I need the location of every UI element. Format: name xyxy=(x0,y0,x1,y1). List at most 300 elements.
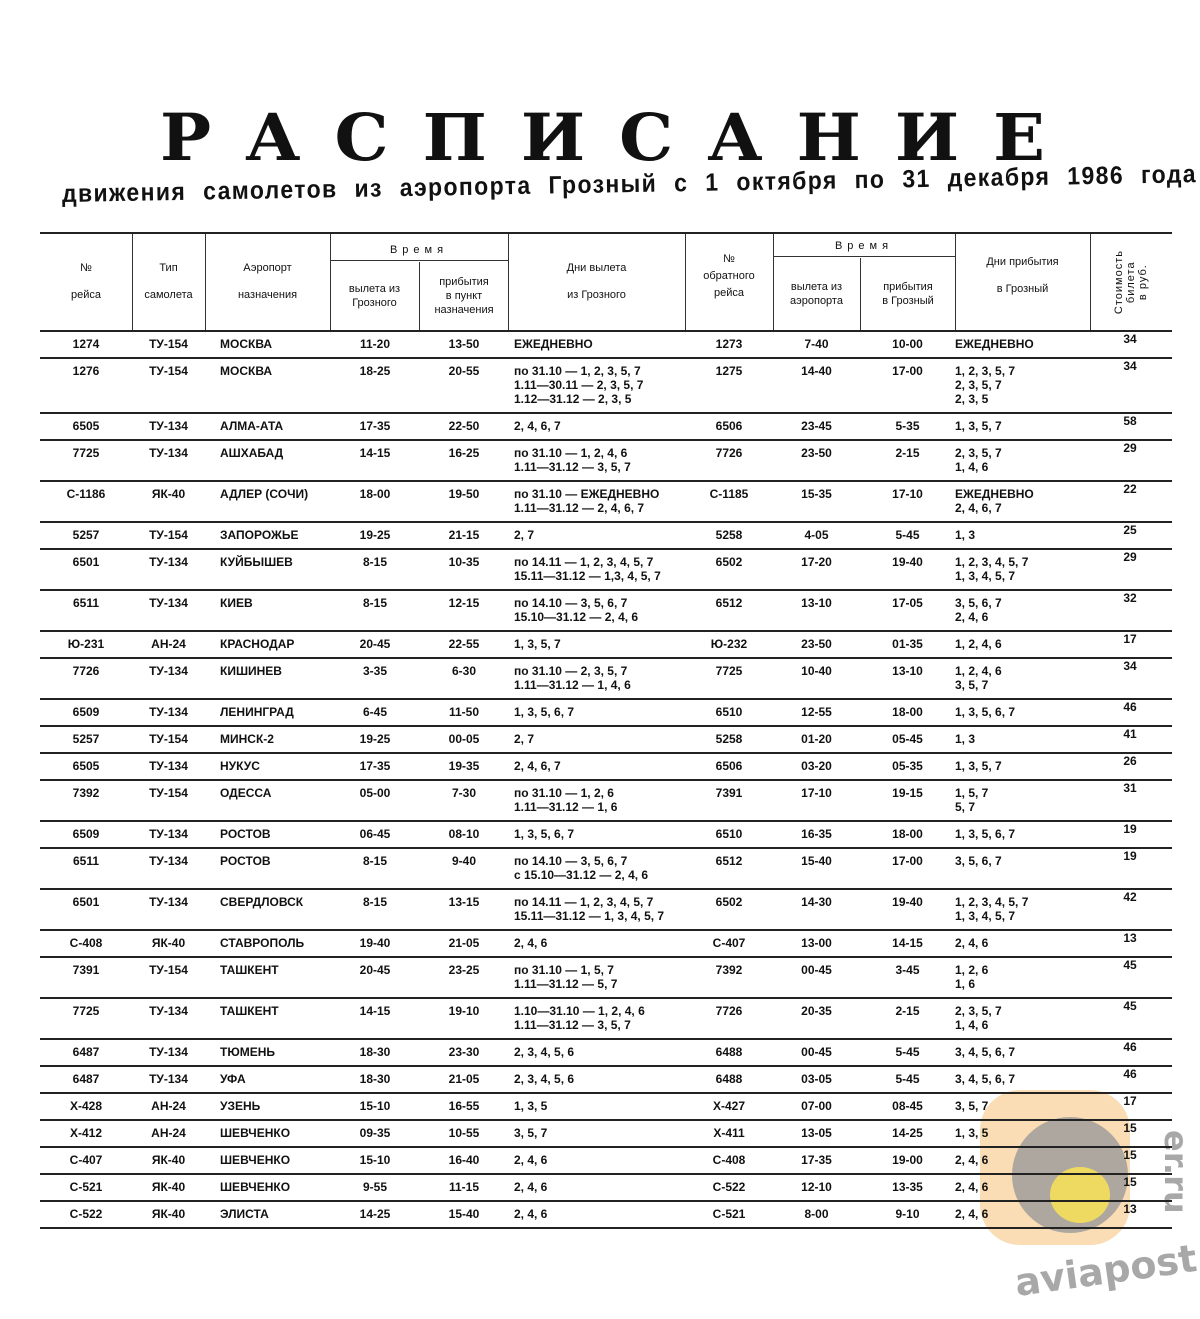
table-row xyxy=(40,332,1172,359)
arrival-days-line: 1, 4, 6 xyxy=(955,460,989,474)
flight-number: 7725 xyxy=(72,446,100,460)
departure-time: 15-10 xyxy=(359,1153,391,1167)
aircraft-type: ЯК-40 xyxy=(151,1153,186,1167)
arrival-time: 16-25 xyxy=(448,446,480,460)
departure-days-line: 2, 4, 6 xyxy=(514,1180,548,1194)
departure-days-line: 1.11—31.12 — 2, 4, 6, 7 xyxy=(514,501,645,515)
return-departure-time: 20-35 xyxy=(801,1004,832,1018)
header-days-dep: Дни вылета из Грозного xyxy=(508,234,686,330)
destination: ЭЛИСТА xyxy=(220,1207,269,1221)
arrival-time: 20-55 xyxy=(448,364,480,378)
return-arrival-time: 9-10 xyxy=(895,1207,920,1221)
aircraft-type: ТУ-134 xyxy=(149,419,188,433)
arrival-time: 16-40 xyxy=(448,1153,480,1167)
departure-days-line: по 31.10 — 1, 2, 3, 5, 7 xyxy=(514,364,641,378)
svg-text:er.ru: er.ru xyxy=(1157,1130,1195,1214)
departure-days xyxy=(508,419,685,433)
return-flight-number: С-407 xyxy=(712,936,746,950)
departure-days-line: 2, 3, 4, 5, 6 xyxy=(514,1045,575,1059)
header-arr-dest: прибытия в пункт назначения xyxy=(434,276,494,316)
departure-days-line: 1.11—31.12 — 1, 6 xyxy=(514,800,618,814)
departure-time: 8-15 xyxy=(362,555,388,569)
arrival-days-line: 1, 2, 3, 4, 5, 7 xyxy=(955,555,1029,569)
return-arrival-time: 01-35 xyxy=(892,637,923,651)
arrival-days xyxy=(955,1072,1090,1086)
destination: ЛЕНИНГРАД xyxy=(220,705,294,719)
header-dep-airport: вылета из аэропорта xyxy=(773,258,861,330)
return-departure-time: 03-20 xyxy=(801,759,832,773)
destination: АШХАБАД xyxy=(220,446,284,460)
aircraft-type: ТУ-134 xyxy=(149,759,188,773)
departure-time: 18-25 xyxy=(359,364,391,378)
return-arrival-time: 13-35 xyxy=(892,1180,923,1194)
return-departure-time: 12-10 xyxy=(801,1180,832,1194)
ticket-price: 46 xyxy=(1123,1040,1137,1054)
header-price: Стоимость билета в руб. xyxy=(1113,249,1149,315)
header-arr-grozny: прибытия в Грозный xyxy=(882,281,934,307)
flight-number: С-521 xyxy=(69,1180,103,1194)
ticket-price: 41 xyxy=(1123,727,1137,741)
return-arrival-time: 2-15 xyxy=(895,446,920,460)
arrival-days xyxy=(955,1180,1090,1194)
return-arrival-time: 18-00 xyxy=(892,827,923,841)
return-departure-time: 14-40 xyxy=(801,364,832,378)
table-row xyxy=(40,781,1172,822)
return-flight-number: С-408 xyxy=(712,1153,746,1167)
departure-time: 06-45 xyxy=(359,827,391,841)
arrival-days-line: 1, 3, 5, 7 xyxy=(955,419,1002,433)
return-departure-time: 00-45 xyxy=(801,963,832,977)
flight-number: 5257 xyxy=(72,732,100,746)
destination: МИНСК-2 xyxy=(220,732,274,746)
return-flight-number: С-522 xyxy=(712,1180,746,1194)
table-row xyxy=(40,849,1172,890)
departure-time: 20-45 xyxy=(359,637,391,651)
return-departure-time: 17-20 xyxy=(801,555,832,569)
ticket-price: 13 xyxy=(1123,1202,1137,1216)
departure-days xyxy=(508,854,685,882)
svg-text:aviapost: aviapost xyxy=(1011,1236,1200,1306)
departure-days xyxy=(508,664,685,692)
arrival-days-line: 3, 5, 7 xyxy=(955,678,989,692)
return-departure-time: 23-45 xyxy=(801,419,832,433)
destination: РОСТОВ xyxy=(220,854,271,868)
destination: НУКУС xyxy=(220,759,260,773)
ticket-price: 42 xyxy=(1123,890,1137,904)
return-arrival-time: 2-15 xyxy=(895,1004,920,1018)
aircraft-type: ТУ-134 xyxy=(149,446,188,460)
table-row xyxy=(40,1040,1172,1067)
ticket-price: 45 xyxy=(1123,999,1137,1013)
arrival-time: 13-50 xyxy=(448,337,480,351)
arrival-days-line: 1, 2, 4, 6 xyxy=(955,637,1002,651)
return-arrival-time: 05-45 xyxy=(892,732,923,746)
departure-days xyxy=(508,759,685,773)
departure-days xyxy=(508,1153,685,1167)
departure-time: 19-25 xyxy=(359,528,391,542)
departure-time: 9-55 xyxy=(362,1180,388,1194)
return-arrival-time: 14-25 xyxy=(892,1126,923,1140)
departure-days xyxy=(508,1099,685,1113)
return-arrival-time: 05-35 xyxy=(892,759,923,773)
destination: МОСКВА xyxy=(220,364,273,378)
arrival-days-line: 1, 3 xyxy=(955,732,976,746)
arrival-time: 11-50 xyxy=(448,705,480,719)
arrival-days xyxy=(955,827,1090,841)
aircraft-type: ЯК-40 xyxy=(151,936,186,950)
ticket-price: 34 xyxy=(1123,659,1137,673)
return-flight-number: 7391 xyxy=(715,786,743,800)
arrival-days-line: 3, 5, 6, 7 xyxy=(955,596,1002,610)
departure-time: 17-35 xyxy=(359,419,391,433)
departure-days-line: по 14.11 — 1, 2, 3, 4, 5, 7 xyxy=(514,555,654,569)
arrival-days-line: 2, 4, 6 xyxy=(955,1180,989,1194)
return-arrival-time: 10-00 xyxy=(892,337,923,351)
destination: АЛМА-АТА xyxy=(220,419,284,433)
arrival-time: 19-35 xyxy=(448,759,480,773)
arrival-days-line: 1, 3 xyxy=(955,528,976,542)
arrival-days-line: 2, 3, 5, 7 xyxy=(955,1004,1002,1018)
departure-days-line: 2, 4, 6 xyxy=(514,1207,548,1221)
return-arrival-time: 5-45 xyxy=(895,1072,920,1086)
return-flight-number: С-521 xyxy=(712,1207,746,1221)
departure-time: 15-10 xyxy=(359,1099,391,1113)
destination: ШЕВЧЕНКО xyxy=(220,1153,291,1167)
header-time-label: Время xyxy=(330,240,508,261)
ticket-price: 46 xyxy=(1123,700,1137,714)
arrival-time: 22-55 xyxy=(448,637,480,651)
arrival-days xyxy=(955,337,1090,351)
destination: ШЕВЧЕНКО xyxy=(220,1126,291,1140)
return-departure-time: 16-35 xyxy=(801,827,832,841)
page-subtitle: движения самолетов из аэропорта Грозный с 1 октября по 31 декабря 1986 года xyxy=(61,160,1198,208)
departure-days xyxy=(508,705,685,719)
arrival-days-line: 2, 4, 6 xyxy=(955,1207,989,1221)
aircraft-type: АН-24 xyxy=(151,637,186,651)
departure-days-line: по 14.10 — 3, 5, 6, 7 xyxy=(514,596,628,610)
table-row xyxy=(40,1121,1172,1148)
header-days-arr: Дни прибытия в Грозный xyxy=(955,234,1091,330)
arrival-days xyxy=(955,446,1090,474)
arrival-time: 13-15 xyxy=(448,895,480,909)
departure-time: 6-45 xyxy=(362,705,388,719)
departure-days-line: 1.11—31.12 — 5, 7 xyxy=(514,977,618,991)
aircraft-type: ТУ-154 xyxy=(149,337,188,351)
header-time-group-2 xyxy=(773,234,956,330)
return-flight-number: 5258 xyxy=(715,528,743,542)
departure-days xyxy=(508,1207,685,1221)
arrival-time: 21-15 xyxy=(448,528,480,542)
departure-time: 14-25 xyxy=(359,1207,391,1221)
departure-days xyxy=(508,596,685,624)
return-arrival-time: 5-45 xyxy=(895,1045,920,1059)
table-row xyxy=(40,1148,1172,1175)
aircraft-type: ТУ-154 xyxy=(149,963,188,977)
departure-days-line: 2, 3, 4, 5, 6 xyxy=(514,1072,575,1086)
arrival-days-line: 1, 2, 6 xyxy=(955,963,989,977)
arrival-days xyxy=(955,596,1090,624)
arrival-days xyxy=(955,487,1090,515)
return-arrival-time: 17-00 xyxy=(892,364,923,378)
return-departure-time: 07-00 xyxy=(801,1099,832,1113)
flight-number: 1274 xyxy=(72,337,100,351)
return-arrival-time: 17-05 xyxy=(892,596,923,610)
return-departure-time: 10-40 xyxy=(801,664,832,678)
arrival-days xyxy=(955,895,1090,923)
flight-number: 6509 xyxy=(72,827,100,841)
return-arrival-time: 19-40 xyxy=(892,555,923,569)
flight-number: 7726 xyxy=(72,664,100,678)
return-departure-time: 13-00 xyxy=(801,936,832,950)
arrival-time: 19-10 xyxy=(448,1004,480,1018)
table-row xyxy=(40,550,1172,591)
table-row xyxy=(40,632,1172,659)
aircraft-type: ТУ-134 xyxy=(149,1045,188,1059)
departure-days xyxy=(508,337,685,351)
header-dep-grozny: вылета из Грозного xyxy=(330,262,420,330)
ticket-price: 45 xyxy=(1123,958,1137,972)
departure-time: 20-45 xyxy=(359,963,391,977)
return-flight-number: 7726 xyxy=(715,446,743,460)
aircraft-type: ЯК-40 xyxy=(151,487,186,501)
header-time-label-2: Время xyxy=(773,236,955,257)
aircraft-type: АН-24 xyxy=(151,1126,186,1140)
flight-number: 6501 xyxy=(72,555,100,569)
arrival-time: 23-30 xyxy=(448,1045,480,1059)
flight-number: С-407 xyxy=(69,1153,103,1167)
arrival-days xyxy=(955,786,1090,814)
return-departure-time: 8-00 xyxy=(804,1207,829,1221)
arrival-time: 16-55 xyxy=(448,1099,480,1113)
return-arrival-time: 18-00 xyxy=(892,705,923,719)
departure-days-line: по 31.10 — 1, 5, 7 xyxy=(514,963,614,977)
departure-days xyxy=(508,936,685,950)
ticket-price: 13 xyxy=(1123,931,1137,945)
aircraft-type: ТУ-134 xyxy=(149,854,188,868)
ticket-price: 15 xyxy=(1123,1175,1137,1189)
return-departure-time: 12-55 xyxy=(801,705,832,719)
return-flight-number: 7392 xyxy=(715,963,743,977)
return-arrival-time: 14-15 xyxy=(892,936,923,950)
arrival-days xyxy=(955,1004,1090,1032)
ticket-price: 15 xyxy=(1123,1148,1137,1162)
aircraft-type: ТУ-154 xyxy=(149,364,188,378)
destination: КУЙБЫШЕВ xyxy=(220,555,293,569)
return-flight-number: 6506 xyxy=(715,419,743,433)
flight-number: 7391 xyxy=(72,963,100,977)
flight-number: С-522 xyxy=(69,1207,103,1221)
return-flight-number: Ю-232 xyxy=(710,637,748,651)
return-flight-number: 6488 xyxy=(715,1045,743,1059)
destination: ТАШКЕНТ xyxy=(220,1004,279,1018)
arrival-time: 6-30 xyxy=(451,664,477,678)
ticket-price: 26 xyxy=(1123,754,1137,768)
destination: ЗАПОРОЖЬЕ xyxy=(220,528,299,542)
destination: СВЕРДЛОВСК xyxy=(220,895,304,909)
ticket-price: 25 xyxy=(1123,523,1137,537)
destination: КИШИНЕВ xyxy=(220,664,282,678)
arrival-days xyxy=(955,1099,1090,1113)
arrival-time: 7-30 xyxy=(451,786,477,800)
arrival-days-line: 1, 3, 4, 5, 7 xyxy=(955,569,1016,583)
return-arrival-time: 19-40 xyxy=(892,895,923,909)
flight-number: 6487 xyxy=(72,1072,100,1086)
departure-time: 8-15 xyxy=(362,854,388,868)
header-time-group xyxy=(330,234,509,330)
arrival-days xyxy=(955,759,1090,773)
departure-days-line: 15.10—31.12 — 2, 4, 6 xyxy=(514,610,639,624)
flight-number: 7725 xyxy=(72,1004,100,1018)
destination: ШЕВЧЕНКО xyxy=(220,1180,291,1194)
departure-days-line: 2, 4, 6 xyxy=(514,1153,548,1167)
departure-days-line: 1, 3, 5, 6, 7 xyxy=(514,827,575,841)
ticket-price: 31 xyxy=(1123,781,1137,795)
aircraft-type: ЯК-40 xyxy=(151,1207,186,1221)
return-flight-number: 6510 xyxy=(715,827,743,841)
arrival-days xyxy=(955,1126,1090,1140)
destination: ТЮМЕНЬ xyxy=(220,1045,275,1059)
return-flight-number: 1275 xyxy=(715,364,743,378)
flight-number: Ю-231 xyxy=(67,637,105,651)
header-flight-no: № рейса xyxy=(40,234,133,330)
return-flight-number: 6488 xyxy=(715,1072,743,1086)
departure-days-line: 1.11—31.12 — 3, 5, 7 xyxy=(514,1018,631,1032)
table-row xyxy=(40,999,1172,1040)
arrival-days-line: 2, 3, 5, 7 xyxy=(955,446,1002,460)
table-row xyxy=(40,890,1172,931)
flight-number: 6511 xyxy=(72,854,100,868)
departure-days-line: 1.12—31.12 — 2, 3, 5 xyxy=(514,392,632,406)
ticket-price: 17 xyxy=(1123,1094,1137,1108)
departure-time: 17-35 xyxy=(359,759,391,773)
departure-time: 3-35 xyxy=(362,664,388,678)
departure-days xyxy=(508,1004,685,1032)
return-flight-number: 7725 xyxy=(715,664,743,678)
departure-time: 14-15 xyxy=(359,1004,391,1018)
return-departure-time: 01-20 xyxy=(801,732,832,746)
table-row xyxy=(40,931,1172,958)
destination: ТАШКЕНТ xyxy=(220,963,279,977)
flight-number: С-408 xyxy=(69,936,103,950)
return-departure-time: 03-05 xyxy=(801,1072,832,1086)
table-row xyxy=(40,1175,1172,1202)
return-flight-number: 6506 xyxy=(715,759,743,773)
aircraft-type: ТУ-134 xyxy=(149,1004,188,1018)
departure-days-line: 1.11—31.12 — 1, 4, 6 xyxy=(514,678,631,692)
table-row xyxy=(40,700,1172,727)
departure-days-line: по 14.11 — 1, 2, 3, 4, 5, 7 xyxy=(514,895,654,909)
departure-days xyxy=(508,1045,685,1059)
ticket-price: 19 xyxy=(1123,822,1137,836)
ticket-price: 19 xyxy=(1123,849,1137,863)
flight-number: С-1186 xyxy=(66,487,106,501)
flight-number: Х-428 xyxy=(69,1099,103,1113)
destination: АДЛЕР (СОЧИ) xyxy=(220,487,309,501)
flight-number: 6505 xyxy=(72,419,100,433)
arrival-days xyxy=(955,1207,1090,1221)
return-departure-time: 17-10 xyxy=(801,786,832,800)
departure-days xyxy=(508,786,685,814)
flight-number: 7392 xyxy=(72,786,100,800)
ticket-price: 46 xyxy=(1123,1067,1137,1081)
departure-time: 05-00 xyxy=(359,786,391,800)
departure-days-line: 2, 4, 6, 7 xyxy=(514,419,561,433)
departure-days-line: 1.11—31.12 — 3, 5, 7 xyxy=(514,460,631,474)
arrival-days-line: 2, 3, 5 xyxy=(955,392,989,406)
return-departure-time: 13-10 xyxy=(801,596,832,610)
table-row xyxy=(40,1094,1172,1121)
arrival-time: 21-05 xyxy=(448,936,480,950)
destination: РОСТОВ xyxy=(220,827,271,841)
departure-days xyxy=(508,827,685,841)
table-row xyxy=(40,359,1172,414)
aircraft-type: ТУ-134 xyxy=(149,827,188,841)
return-departure-time: 17-35 xyxy=(801,1153,832,1167)
departure-days xyxy=(508,487,685,515)
departure-days-line: 1, 3, 5, 6, 7 xyxy=(514,705,575,719)
schedule-table xyxy=(40,232,1172,1229)
arrival-days-line: 1, 5, 7 xyxy=(955,786,989,800)
return-departure-time: 14-30 xyxy=(801,895,832,909)
arrival-days-line: 2, 4, 6 xyxy=(955,1153,989,1167)
departure-days-line: по 14.10 — 3, 5, 6, 7 xyxy=(514,854,628,868)
flight-number: 1276 xyxy=(72,364,100,378)
ticket-price: 22 xyxy=(1123,482,1137,496)
aircraft-type: ТУ-134 xyxy=(149,705,188,719)
arrival-days-line: ЕЖЕДНЕВНО xyxy=(955,487,1034,501)
arrival-time: 15-40 xyxy=(448,1207,480,1221)
departure-days xyxy=(508,1126,685,1140)
departure-days-line: ЕЖЕДНЕВНО xyxy=(514,337,593,351)
arrival-days-line: 3, 5, 6, 7 xyxy=(955,854,1002,868)
return-arrival-time: 08-45 xyxy=(892,1099,923,1113)
table-body xyxy=(40,332,1172,1229)
ticket-price: 29 xyxy=(1123,441,1137,455)
arrival-days xyxy=(955,1045,1090,1059)
return-flight-number: 6512 xyxy=(715,596,743,610)
flight-number: 6505 xyxy=(72,759,100,773)
table-row xyxy=(40,754,1172,781)
arrival-time: 9-40 xyxy=(451,854,477,868)
arrival-days-line: 1, 3, 5, 7 xyxy=(955,759,1002,773)
ticket-price: 58 xyxy=(1123,414,1137,428)
return-flight-number: 6512 xyxy=(715,854,743,868)
ticket-price: 34 xyxy=(1123,332,1137,346)
return-departure-time: 23-50 xyxy=(801,637,832,651)
departure-days-line: с 15.10—31.12 — 2, 4, 6 xyxy=(514,868,649,882)
arrival-days-line: ЕЖЕДНЕВНО xyxy=(955,337,1034,351)
departure-days xyxy=(508,732,685,746)
departure-days-line: по 31.10 — 1, 2, 6 xyxy=(514,786,614,800)
arrival-days-line: 1, 2, 3, 4, 5, 7 xyxy=(955,895,1029,909)
arrival-days-line: 2, 3, 5, 7 xyxy=(955,378,1002,392)
return-flight-number: 7726 xyxy=(715,1004,743,1018)
departure-time: 18-00 xyxy=(359,487,391,501)
destination: ОДЕССА xyxy=(220,786,272,800)
table-row xyxy=(40,414,1172,441)
arrival-days xyxy=(955,637,1090,651)
arrival-time: 23-25 xyxy=(448,963,480,977)
destination: УЗЕНЬ xyxy=(220,1099,261,1113)
header-return-no: № обратного рейса xyxy=(685,234,774,330)
ticket-price: 32 xyxy=(1123,591,1137,605)
flight-number: 6501 xyxy=(72,895,100,909)
arrival-time: 10-35 xyxy=(448,555,480,569)
return-departure-time: 15-40 xyxy=(801,854,832,868)
departure-time: 09-35 xyxy=(359,1126,391,1140)
arrival-days xyxy=(955,1153,1090,1167)
flight-number: 5257 xyxy=(72,528,100,542)
